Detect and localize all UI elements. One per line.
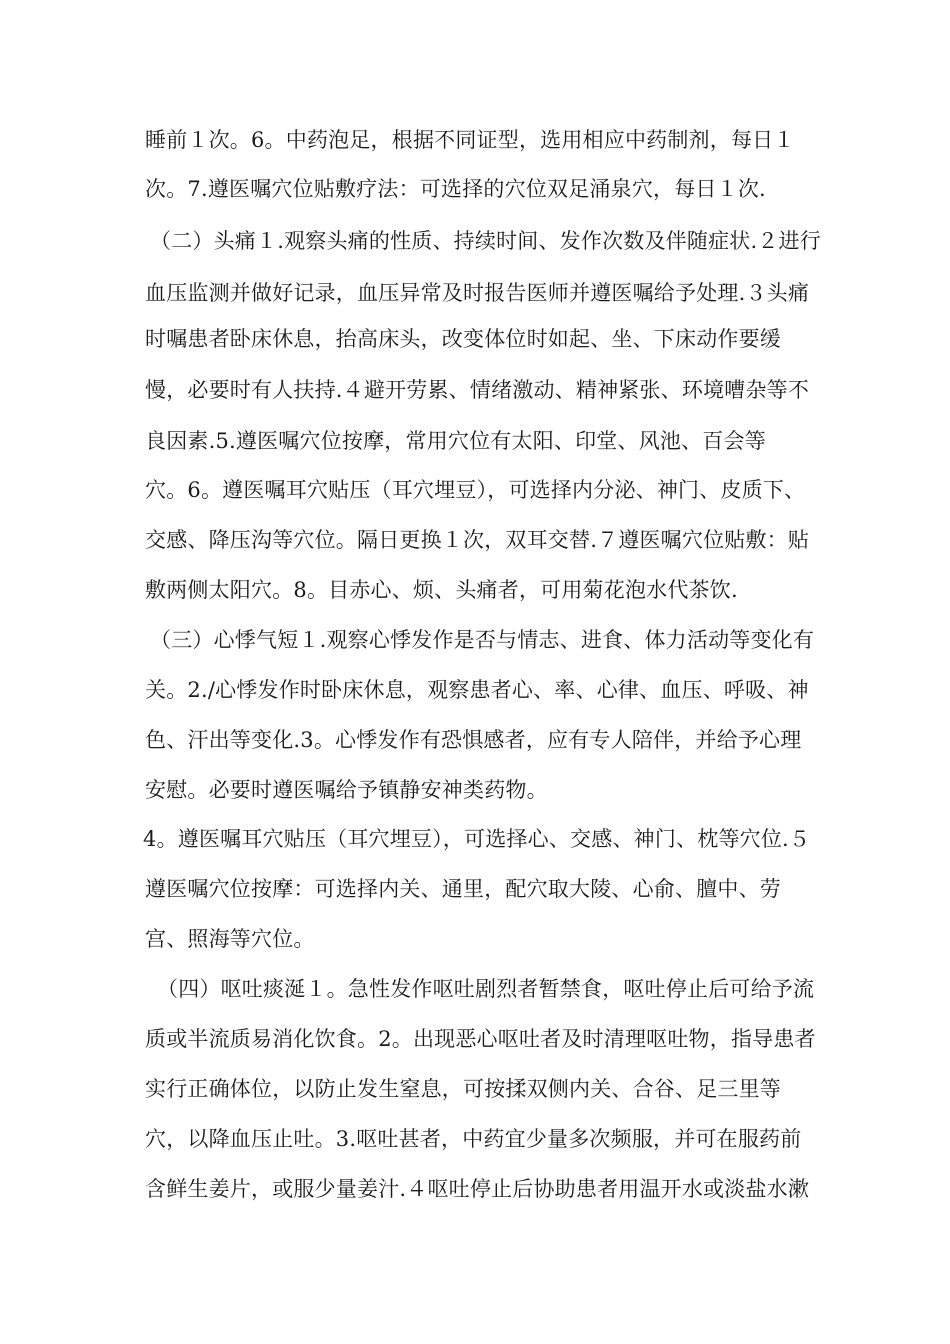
text-line-7: 良因素.5.遵医嘱穴位按摩，常用穴位有太阳、印堂、风池、百会等 [145, 429, 766, 453]
text-line-9: 交感、降压沟等穴位。隔日更换１次，双耳交替.７遵医嘱穴位贴敷：贴 [145, 528, 810, 552]
text-line-22: 含鲜生姜片，或服少量姜汁.４呕吐停止后协助患者用温开水或淡盐水漱 [145, 1177, 810, 1201]
text-line-10: 敷两侧太阳穴。8。目赤心、烦、头痛者，可用菊花泡水代茶饮. [145, 578, 738, 602]
text-line-20: 实行正确体位，以防止发生窒息，可按揉双侧内关、合谷、足三里等 [145, 1077, 781, 1101]
text-line-2: 次。7.遵医嘱穴位贴敷疗法：可选择的穴位双足涌泉穴，每日１次. [145, 177, 766, 201]
text-line-12: 关。2./心悸发作时卧床休息，观察患者心、率、心律、血压、呼吸、神 [145, 678, 809, 702]
text-line-1: 睡前１次。6。中药泡足，根据不同证型，选用相应中药制剂，每日１ [145, 128, 795, 152]
text-line-15: 4。遵医嘱耳穴贴压（耳穴埋豆），可选择心、交感、神门、枕等穴位.５ [143, 827, 811, 851]
text-line-14: 安慰。必要时遵医嘱给予镇静安神类药物。 [145, 778, 548, 802]
text-line-21: 穴，以降血压止吐。3.呕吐甚者，中药宜少量多次频服，并可在服药前 [145, 1127, 802, 1151]
text-line-13: 色、汗出等变化.3。心悸发作有恐惧感者，应有专人陪伴，并给予心理 [145, 728, 802, 752]
section-heading-4-line: （四）呕吐痰涎１。急性发作呕吐剧烈者暂禁食，呕吐停止后可给予流 [157, 977, 815, 1001]
text-line-16: 遵医嘱穴位按摩：可选择内关、通里，配穴取大陵、心俞、膻中、劳 [145, 877, 781, 901]
text-line-5: 时嘱患者卧床休息，抬高床头，改变体位时如起、坐、下床动作要缓 [145, 327, 781, 351]
section-heading-3-line: （三）心悸气短１.观察心悸发作是否与情志、进食、体力活动等变化有 [150, 628, 815, 652]
text-line-8: 穴。6。遵医嘱耳穴贴压（耳穴埋豆），可选择内分泌、神门、皮质下、 [145, 478, 806, 502]
text-line-4: 血压监测并做好记录，血压异常及时报告医师并遵医嘱给予处理.３头痛 [145, 281, 810, 305]
text-line-6: 慢，必要时有人扶持.４避开劳累、情绪激动、精神紧张、环境嘈杂等不 [145, 378, 810, 402]
text-line-19: 质或半流质易消化饮食。2。出现恶心呕吐者及时清理呕吐物，指导患者 [145, 1027, 816, 1051]
text-line-17: 宫、照海等穴位。 [145, 927, 315, 951]
section-heading-2-line: （二）头痛１.观察头痛的性质、持续时间、发作次数及伴随症状.２进行 [150, 229, 821, 253]
